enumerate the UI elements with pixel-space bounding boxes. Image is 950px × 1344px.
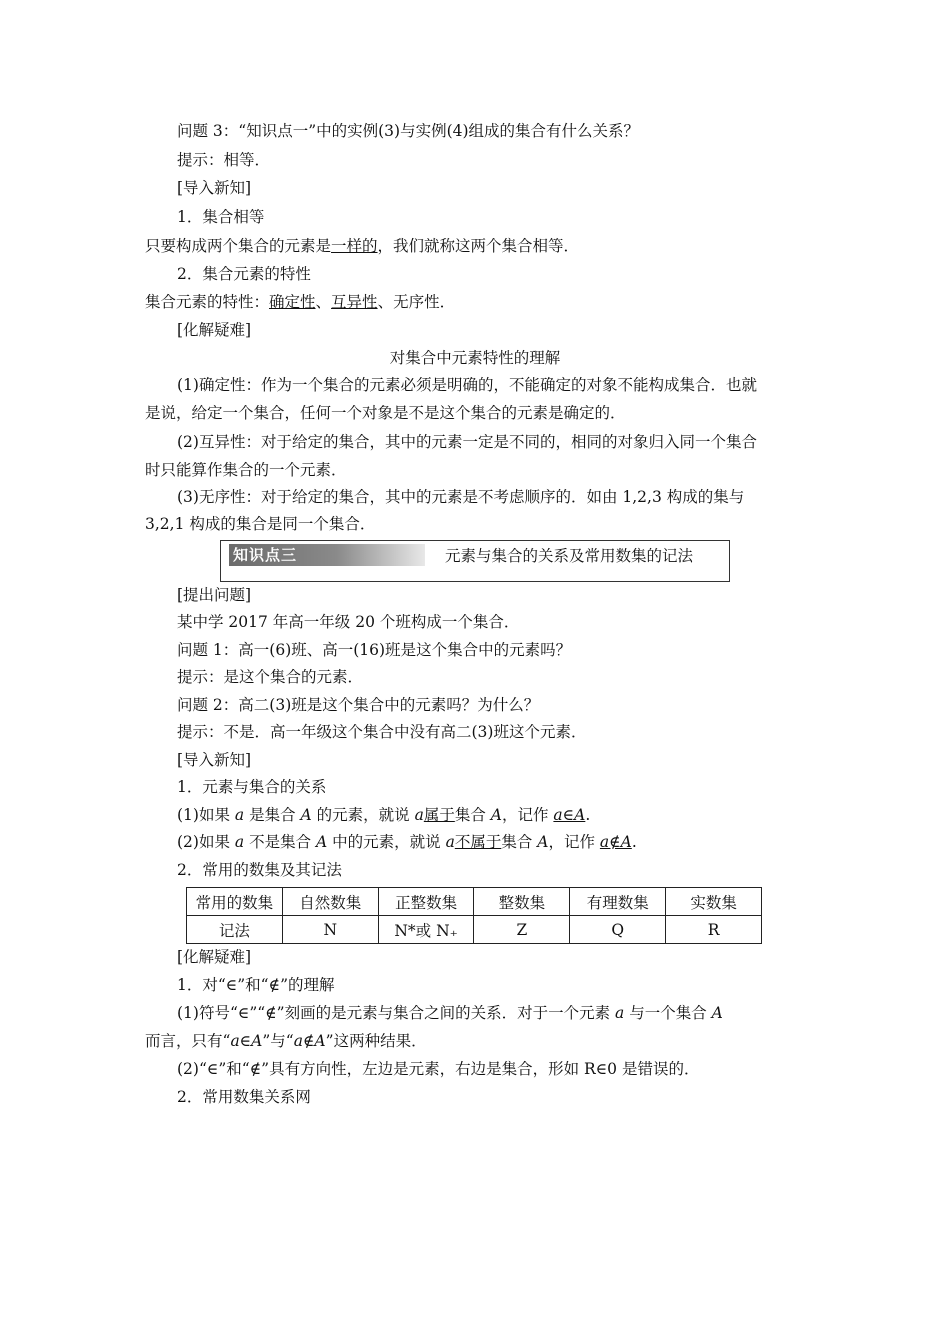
para-distinctness-2: 时只能算作集合的一个元素． [145, 461, 347, 479]
table-header-cell: 常用的数集 [187, 888, 283, 916]
section-intro-new: [导入新知] [177, 179, 252, 197]
section-resolve: [化解疑难] [177, 321, 252, 339]
table-header-cell: 正整数集 [378, 888, 474, 916]
para-unordered-2: 3,2,1 构成的集合是同一个集合． [145, 515, 376, 533]
para-determinacy-1: (1)确定性：作为一个集合的元素必须是明确的，不能确定的对象不能构成集合．也就 [177, 376, 757, 394]
relation-not-belongs: (2)如果 a 不是集合 A 中的元素，就说 a不属于集合 A，记作 a∉A. [177, 833, 637, 851]
section-resolve-2: [化解疑难] [177, 948, 252, 966]
hint-1: 提示：是这个集合的元素． [177, 668, 364, 686]
centered-title: 对集合中元素特性的理解 [389, 349, 561, 367]
heading-number-set-network: 2．常用数集关系网 [177, 1088, 311, 1106]
table-row [187, 916, 762, 944]
hint-3: 提示：相等． [177, 151, 271, 169]
table-header-cell: 实数集 [666, 888, 762, 916]
table-row [187, 888, 762, 916]
heading-element-set-relation: 1．元素与集合的关系 [177, 778, 327, 796]
table-cell: R [666, 916, 762, 944]
table-cell: 记法 [187, 916, 283, 944]
membership-para-1: (1)符号“∈”“∉”刻画的是元素与集合之间的关系．对于一个元素 a 与一个集合 A [177, 1004, 723, 1022]
membership-para-2: (2)“∈”和“∉”具有方向性，左边是元素，右边是集合，形如 R∈0 是错误的． [177, 1060, 700, 1078]
element-properties-text: 集合元素的特性：确定性、互异性、无序性． [145, 293, 456, 311]
heading-number-sets: 2．常用的数集及其记法 [177, 861, 342, 879]
heading-element-properties: 2．集合元素的特性 [177, 265, 311, 283]
heading-membership-symbols: 1．对“∈”和“∉”的理解 [177, 976, 335, 994]
relation-belongs: (1)如果 a 是集合 A 的元素，就说 a属于集合 A，记作 a∈A. [177, 806, 591, 824]
question-1: 问题 1：高一(6)班、高一(16)班是这个集合中的元素吗？ [177, 641, 572, 659]
membership-para-1b: 而言，只有“a∈A”与“a∉A”这两种结果． [145, 1032, 427, 1050]
para-determinacy-2: 是说，给定一个集合，任何一个对象是不是这个集合的元素是确定的． [145, 404, 626, 422]
section-intro-new-2: [导入新知] [177, 751, 252, 769]
number-sets-table [186, 887, 762, 944]
para-distinctness-1: (2)互异性：对于给定的集合，其中的元素一定是不同的，相同的对象归入同一个集合 [177, 433, 757, 451]
table-cell: N [282, 916, 378, 944]
table-cell: Q [570, 916, 666, 944]
scenario: 某中学 2017 年高一年级 20 个班构成一个集合． [177, 613, 520, 631]
set-equality-text: 只要构成两个集合的元素是一样的，我们就称这两个集合相等． [145, 237, 580, 255]
table-header-cell: 自然数集 [282, 888, 378, 916]
table-cell: N*或 N₊ [378, 916, 474, 944]
table-header-cell: 整数集 [474, 888, 570, 916]
table-cell: Z [474, 916, 570, 944]
heading-set-equality: 1．集合相等 [177, 208, 265, 226]
table-header-cell: 有理数集 [570, 888, 666, 916]
para-unordered-1: (3)无序性：对于给定的集合，其中的元素是不考虑顺序的．如由 1,2,3 构成的集与 [177, 488, 745, 506]
hint-2: 提示：不是．高一年级这个集合中没有高二(3)班这个元素． [177, 723, 587, 741]
knowledge-point-tag: 知识点三 [229, 544, 425, 566]
section-raise-question: [提出问题] [177, 586, 252, 604]
knowledge-point-title: 元素与集合的关系及常用数集的记法 [445, 547, 694, 565]
question-3: 问题 3：“知识点一”中的实例(3)与实例(4)组成的集合有什么关系？ [177, 122, 640, 140]
question-2: 问题 2：高二(3)班是这个集合中的元素吗？为什么？ [177, 696, 540, 714]
